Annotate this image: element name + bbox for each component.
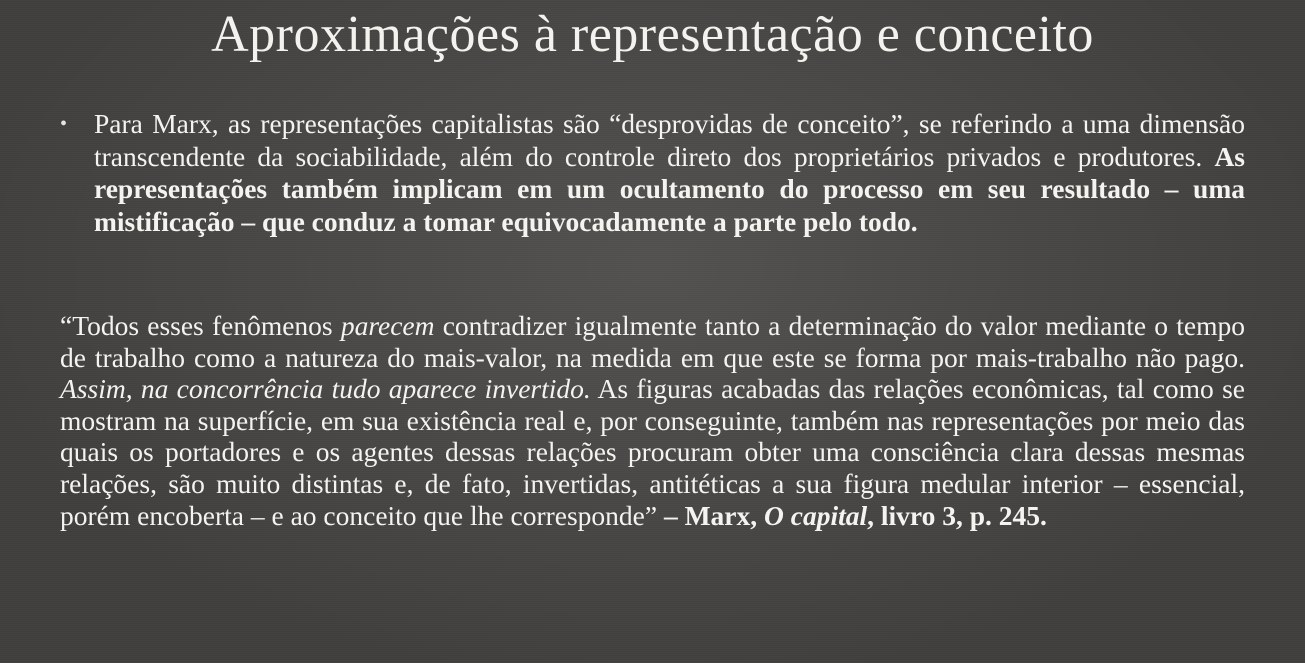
citation-author: – Marx, (663, 499, 764, 531)
bullet-regular-text: Para Marx, as representações capitalistas são “desprovidas de conceito”, se referindo a uma dimensão transcendente da sociabilidade, além do controle direto dos proprietários privados e produtores. (94, 108, 1245, 172)
citation-title: O capital (764, 499, 868, 531)
bullet-point (60, 108, 1245, 238)
citation-rest: , livro 3, p. 245. (867, 499, 1047, 531)
quote-italic-inversion: Assim, na concorrência tudo aparece invertido. (60, 373, 591, 405)
marx-quote (60, 310, 1245, 531)
quote-part-1: “Todos esses fenômenos (60, 310, 341, 341)
slide-title: Aproximações à representação e conceito (211, 6, 1094, 63)
bullet-text (94, 108, 1245, 238)
quote-part-2: contradizer igualmente tanto a determinação do valor mediante o tempo de trabalho como a natureza do mais-valor, na medida em que este se forma por mais-trabalho não pago. (60, 310, 1245, 373)
bullet-bold-text: As representações também implicam em um ocultamento do processo em seu resultado – uma mistificação – que conduz a tomar equivocadamente a parte pelo todo. (94, 140, 1245, 237)
bullet-dot-icon: • (60, 113, 68, 135)
quote-part-3: As figuras acabadas das relações econômicas, tal como se mostram na superfície, em sua existência real e, por conseguinte, também nas representações por meio das quais os portadores e os agentes dessas relações procuram obter uma consciência clara dessas mesmas relações, são muito distintas e, de fato, invertidas, antitéticas a sua figura medular interior – essencial, porém encoberta – e ao conceito que lhe corresponde” (60, 373, 1245, 531)
quote-italic-parecem: parecem (340, 310, 435, 341)
